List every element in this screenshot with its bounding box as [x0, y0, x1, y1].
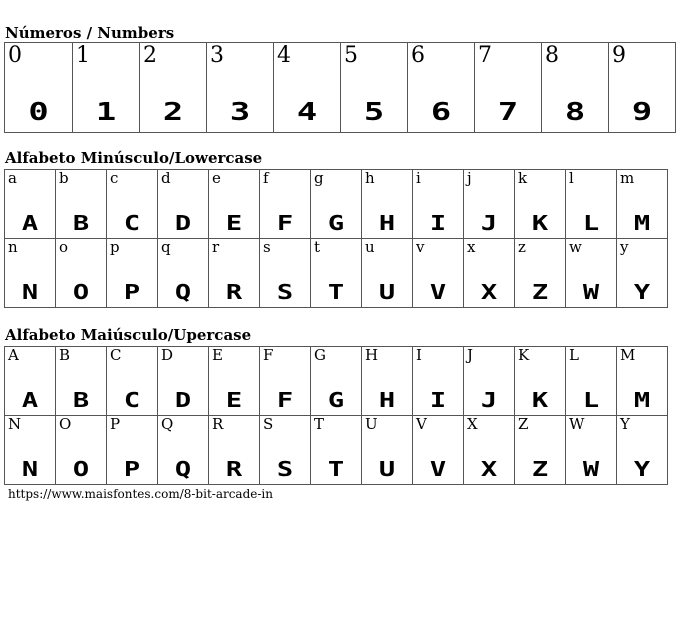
uppercase-cell	[56, 347, 107, 416]
lowercase-cell-glyph-sample: B	[72, 211, 90, 235]
lowercase-cell-label: f	[263, 169, 269, 187]
lowercase-cell	[107, 170, 158, 239]
uppercase-cell-label: M	[620, 346, 636, 364]
uppercase-cell-label: O	[59, 415, 72, 433]
uppercase-cell-label: P	[110, 415, 121, 433]
lowercase-cell-glyph-sample: L	[582, 211, 600, 235]
uppercase-cell-label: Q	[161, 415, 174, 433]
lowercase-title: Alfabeto Minúsculo/Lowercase	[5, 149, 263, 167]
lowercase-cell-label: a	[8, 169, 17, 187]
lowercase-cell	[56, 170, 107, 239]
uppercase-cell-glyph-sample: Q	[174, 457, 192, 481]
uppercase-cell-glyph-sample: B	[72, 388, 90, 412]
uppercase-cell-label: A	[8, 346, 19, 364]
number-cell-label: 6	[411, 43, 425, 68]
lowercase-cell-label: h	[365, 169, 375, 187]
number-cell-label: 1	[76, 43, 90, 68]
uppercase-cell-glyph-sample: Y	[633, 457, 651, 481]
uppercase-cell	[56, 416, 107, 485]
uppercase-cell	[413, 416, 464, 485]
uppercase-cell	[107, 347, 158, 416]
lowercase-cell-label: q	[161, 238, 171, 256]
lowercase-cell-label: r	[212, 238, 220, 256]
uppercase-cell	[311, 416, 362, 485]
lowercase-cell-label: j	[467, 169, 472, 187]
uppercase-cell-label: B	[59, 346, 71, 364]
lowercase-cell	[515, 170, 566, 239]
uppercase-cell-glyph-sample: Z	[531, 457, 549, 481]
lowercase-cell-glyph-sample: T	[327, 280, 345, 304]
uppercase-cell-label: G	[314, 346, 326, 364]
number-cell-glyph-sample: 8	[564, 97, 586, 126]
uppercase-cell	[566, 347, 617, 416]
lowercase-cell	[158, 239, 209, 308]
numbers-grid	[4, 42, 676, 133]
lowercase-cell	[311, 170, 362, 239]
lowercase-cell-glyph-sample: X	[480, 280, 498, 304]
lowercase-cell-glyph-sample: V	[429, 280, 447, 304]
uppercase-cell-label: H	[365, 346, 379, 364]
lowercase-cell-glyph-sample: J	[480, 211, 498, 235]
lowercase-cell-label: c	[110, 169, 119, 187]
lowercase-cell-glyph-sample: G	[327, 211, 345, 235]
lowercase-row	[5, 239, 668, 308]
uppercase-cell	[617, 416, 668, 485]
number-cell	[274, 43, 341, 133]
uppercase-cell-glyph-sample: K	[531, 388, 549, 412]
lowercase-cell	[464, 239, 515, 308]
uppercase-cell-label: U	[365, 415, 378, 433]
number-cell-label: 9	[612, 43, 626, 68]
lowercase-cell-glyph-sample: S	[276, 280, 294, 304]
lowercase-cell-glyph-sample: Q	[174, 280, 192, 304]
number-cell	[5, 43, 73, 133]
lowercase-cell	[311, 239, 362, 308]
uppercase-cell	[260, 416, 311, 485]
uppercase-cell	[158, 416, 209, 485]
uppercase-cell	[158, 347, 209, 416]
lowercase-cell-label: w	[569, 238, 582, 256]
lowercase-cell-label: l	[569, 169, 574, 187]
uppercase-cell-glyph-sample: X	[480, 457, 498, 481]
lowercase-cell-label: d	[161, 169, 171, 187]
lowercase-cell-glyph-sample: Y	[633, 280, 651, 304]
number-cell	[542, 43, 609, 133]
uppercase-cell-glyph-sample: A	[21, 388, 39, 412]
lowercase-cell-glyph-sample: O	[72, 280, 90, 304]
source-url: https://www.maisfontes.com/8-bit-arcade-in	[8, 487, 273, 501]
lowercase-cell-label: y	[620, 238, 629, 256]
lowercase-cell-glyph-sample: N	[21, 280, 39, 304]
uppercase-cell-glyph-sample: C	[123, 388, 141, 412]
number-cell-label: 2	[143, 43, 157, 68]
uppercase-cell-glyph-sample: M	[633, 388, 651, 412]
uppercase-cell	[209, 416, 260, 485]
uppercase-cell-label: S	[263, 415, 274, 433]
uppercase-cell-glyph-sample: W	[582, 457, 600, 481]
lowercase-cell	[566, 170, 617, 239]
lowercase-cell	[413, 170, 464, 239]
uppercase-cell	[464, 416, 515, 485]
uppercase-cell	[515, 416, 566, 485]
uppercase-cell-label: W	[569, 415, 585, 433]
lowercase-cell	[464, 170, 515, 239]
lowercase-grid	[4, 169, 668, 308]
lowercase-cell-label: v	[416, 238, 425, 256]
uppercase-cell-glyph-sample: I	[429, 388, 447, 412]
lowercase-cell-glyph-sample: A	[21, 211, 39, 235]
lowercase-cell	[5, 170, 56, 239]
lowercase-cell-glyph-sample: W	[582, 280, 600, 304]
uppercase-cell-glyph-sample: T	[327, 457, 345, 481]
uppercase-cell-label: V	[416, 415, 427, 433]
lowercase-cell	[515, 239, 566, 308]
lowercase-cell-label: o	[59, 238, 69, 256]
uppercase-cell-glyph-sample: P	[123, 457, 141, 481]
number-cell-label: 8	[545, 43, 559, 68]
uppercase-cell-label: D	[161, 346, 174, 364]
uppercase-row	[5, 416, 668, 485]
number-cell-glyph-sample: 6	[430, 97, 452, 126]
uppercase-cell	[107, 416, 158, 485]
lowercase-cell-label: s	[263, 238, 271, 256]
uppercase-cell	[515, 347, 566, 416]
uppercase-cell-label: E	[212, 346, 223, 364]
lowercase-cell-label: z	[518, 238, 526, 256]
number-cell	[73, 43, 140, 133]
lowercase-cell-glyph-sample: P	[123, 280, 141, 304]
uppercase-cell-label: N	[8, 415, 22, 433]
uppercase-grid	[4, 346, 668, 485]
uppercase-cell-label: X	[467, 415, 478, 433]
number-row	[5, 43, 676, 133]
number-cell-glyph-sample: 5	[363, 97, 385, 126]
uppercase-cell-glyph-sample: G	[327, 388, 345, 412]
lowercase-cell-label: g	[314, 169, 324, 187]
lowercase-cell-glyph-sample: Z	[531, 280, 549, 304]
numbers-title: Números / Numbers	[5, 24, 175, 42]
lowercase-cell-label: p	[110, 238, 120, 256]
lowercase-cell-glyph-sample: F	[276, 211, 294, 235]
uppercase-cell	[362, 347, 413, 416]
number-cell	[140, 43, 207, 133]
uppercase-cell	[5, 416, 56, 485]
uppercase-cell-label: J	[467, 346, 474, 364]
uppercase-cell	[566, 416, 617, 485]
number-cell-glyph-sample: 1	[95, 97, 117, 126]
number-cell-glyph-sample: 2	[162, 97, 184, 126]
uppercase-cell	[617, 347, 668, 416]
number-cell	[207, 43, 274, 133]
number-cell-glyph-sample: 7	[497, 97, 519, 126]
uppercase-cell	[413, 347, 464, 416]
lowercase-cell	[617, 239, 668, 308]
lowercase-cell	[107, 239, 158, 308]
uppercase-cell	[5, 347, 56, 416]
number-cell-glyph-sample: 9	[631, 97, 653, 126]
number-cell-label: 0	[8, 43, 22, 68]
uppercase-cell-label: Y	[620, 415, 630, 433]
number-cell	[341, 43, 408, 133]
uppercase-cell-glyph-sample: D	[174, 388, 192, 412]
lowercase-cell-label: e	[212, 169, 221, 187]
lowercase-cell	[362, 239, 413, 308]
number-cell-label: 7	[478, 43, 492, 68]
lowercase-cell-glyph-sample: E	[225, 211, 243, 235]
uppercase-title: Alfabeto Maiúsculo/Upercase	[5, 326, 252, 344]
uppercase-cell	[209, 347, 260, 416]
uppercase-cell-label: C	[110, 346, 122, 364]
uppercase-cell-label: T	[314, 415, 325, 433]
lowercase-cell	[209, 170, 260, 239]
lowercase-cell-glyph-sample: U	[378, 280, 396, 304]
uppercase-row	[5, 347, 668, 416]
lowercase-cell-label: x	[467, 238, 476, 256]
uppercase-cell-glyph-sample: R	[225, 457, 243, 481]
lowercase-cell-glyph-sample: R	[225, 280, 243, 304]
number-cell	[408, 43, 475, 133]
lowercase-cell	[56, 239, 107, 308]
lowercase-cell	[566, 239, 617, 308]
lowercase-cell-label: i	[416, 169, 421, 187]
uppercase-cell-glyph-sample: U	[378, 457, 396, 481]
uppercase-cell-glyph-sample: F	[276, 388, 294, 412]
number-cell-glyph-sample: 0	[28, 97, 49, 126]
lowercase-cell	[362, 170, 413, 239]
uppercase-cell-label: I	[416, 346, 422, 364]
uppercase-cell-glyph-sample: E	[225, 388, 243, 412]
lowercase-cell-label: k	[518, 169, 528, 187]
number-cell-label: 4	[277, 43, 291, 68]
number-cell	[609, 43, 676, 133]
lowercase-cell	[260, 239, 311, 308]
number-cell-label: 5	[344, 43, 358, 68]
lowercase-cell	[260, 170, 311, 239]
uppercase-cell-glyph-sample: S	[276, 457, 294, 481]
lowercase-cell	[209, 239, 260, 308]
number-cell-label: 3	[210, 43, 224, 68]
lowercase-cell	[158, 170, 209, 239]
lowercase-cell-label: u	[365, 238, 375, 256]
number-cell-glyph-sample: 4	[296, 97, 318, 126]
uppercase-cell-glyph-sample: N	[21, 457, 39, 481]
lowercase-cell	[5, 239, 56, 308]
uppercase-cell-glyph-sample: H	[378, 388, 396, 412]
lowercase-cell-label: n	[8, 238, 18, 256]
lowercase-cell-label: t	[314, 238, 321, 256]
lowercase-cell-glyph-sample: H	[378, 211, 396, 235]
uppercase-cell	[362, 416, 413, 485]
uppercase-cell-glyph-sample: J	[480, 388, 498, 412]
uppercase-cell-label: Z	[518, 415, 529, 433]
lowercase-cell-glyph-sample: D	[174, 211, 192, 235]
lowercase-cell-glyph-sample: C	[123, 211, 141, 235]
lowercase-row	[5, 170, 668, 239]
uppercase-cell-label: K	[518, 346, 530, 364]
lowercase-cell-label: m	[620, 169, 635, 187]
lowercase-cell	[413, 239, 464, 308]
uppercase-cell-glyph-sample: O	[72, 457, 90, 481]
uppercase-cell-glyph-sample: V	[429, 457, 447, 481]
lowercase-cell-glyph-sample: I	[429, 211, 447, 235]
uppercase-cell	[464, 347, 515, 416]
number-cell	[475, 43, 542, 133]
uppercase-cell-label: R	[212, 415, 224, 433]
lowercase-cell-glyph-sample: M	[633, 211, 651, 235]
lowercase-cell-label: b	[59, 169, 69, 187]
number-cell-glyph-sample: 3	[229, 97, 251, 126]
uppercase-cell-label: F	[263, 346, 274, 364]
uppercase-cell	[311, 347, 362, 416]
uppercase-cell	[260, 347, 311, 416]
uppercase-cell-label: L	[569, 346, 579, 364]
lowercase-cell-glyph-sample: K	[531, 211, 549, 235]
uppercase-cell-glyph-sample: L	[582, 388, 600, 412]
lowercase-cell	[617, 170, 668, 239]
